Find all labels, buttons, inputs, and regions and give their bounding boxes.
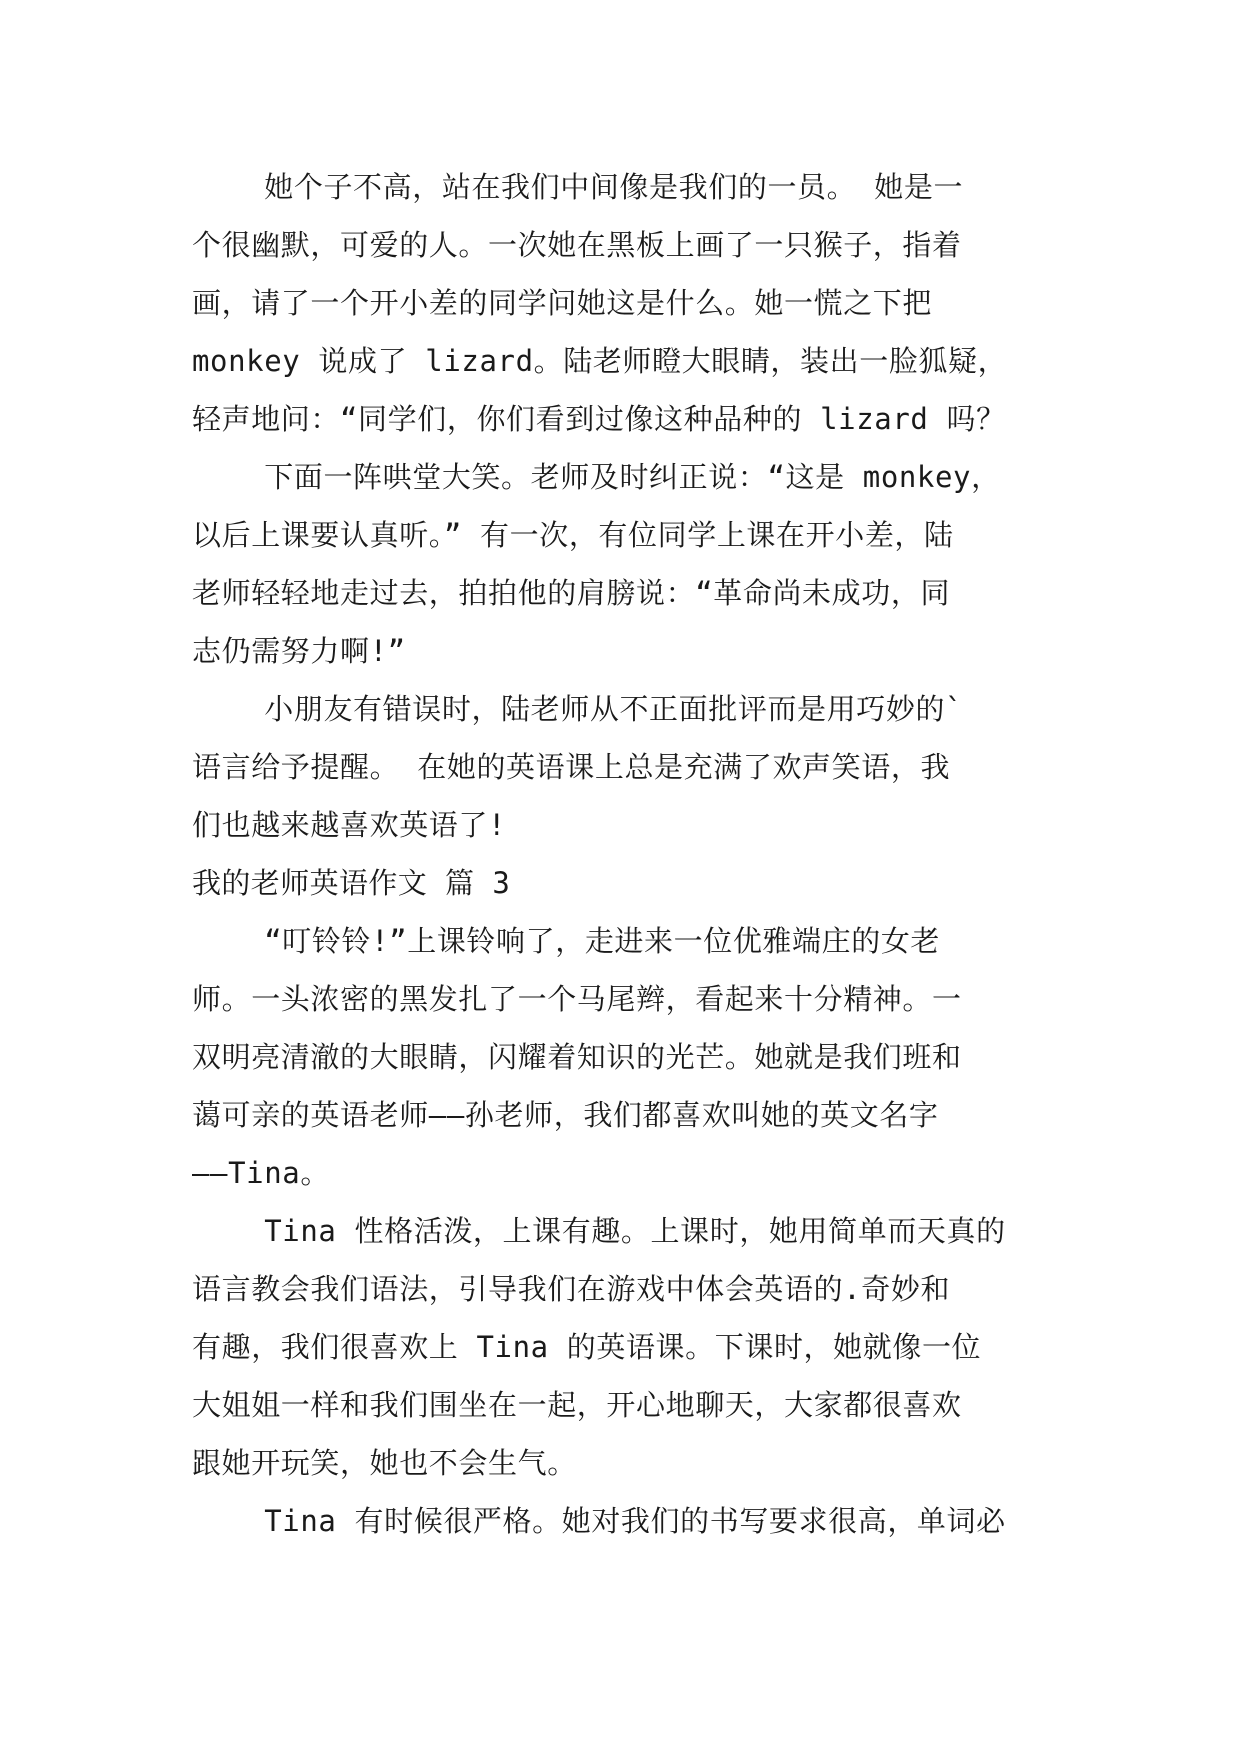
text-line: 个很幽默，可爱的人。一次她在黑板上画了一只猴子，指着 (192, 228, 962, 262)
text-line: 们也越来越喜欢英语了! (192, 808, 507, 842)
text-line: 双明亮清澈的大眼睛，闪耀着知识的光芒。她就是我们班和 (192, 1040, 962, 1074)
text-line: 语言教会我们语法，引导我们在游戏中体会英语的.奇妙和 (192, 1272, 951, 1306)
text-line: 蔼可亲的英语老师——孙老师，我们都喜欢叫她的英文名字 (192, 1098, 939, 1132)
text-line: 有趣，我们很喜欢上 Tina 的英语课。下课时，她就像一位 (192, 1330, 982, 1364)
text-line: 画，请了一个开小差的同学问她这是什么。她一慌之下把 (192, 286, 933, 320)
section-heading: 我的老师英语作文 篇 3 (192, 866, 511, 900)
text-line: 跟她开玩笑，她也不会生气。 (192, 1446, 577, 1480)
text-line: 老师轻轻地走过去，拍拍他的肩膀说：“革命尚未成功，同 (192, 576, 951, 610)
text-line: 志仍需努力啊!” (192, 634, 406, 668)
text-line: 大姐姐一样和我们围坐在一起，开心地聊天，大家都很喜欢 (192, 1388, 962, 1422)
text-line: 下面一阵哄堂大笑。老师及时纠正说：“这是 monkey， (192, 460, 1001, 494)
text-line: 她个子不高，站在我们中间像是我们的一员。 她是一 (192, 170, 964, 204)
text-line: monkey 说成了 lizard。陆老师瞪大眼睛，装出一脸狐疑， (192, 344, 1008, 378)
text-line: “叮铃铃!”上课铃响了，走进来一位优雅端庄的女老 (192, 924, 941, 958)
text-line: 轻声地问：“同学们，你们看到过像这种品种的 lizard 吗？ (192, 402, 1006, 436)
text-line: Tina 性格活泼，上课有趣。上课时，她用简单而天真的 (192, 1214, 1006, 1248)
text-line: 师。一头浓密的黑发扎了一个马尾辫，看起来十分精神。一 (192, 982, 962, 1016)
text-line: ——Tina。 (192, 1156, 330, 1190)
document-body (192, 158, 1054, 1550)
text-line: 小朋友有错误时，陆老师从不正面批评而是用巧妙的` (192, 692, 964, 726)
text-line: 以后上课要认真听。” 有一次，有位同学上课在开小差，陆 (192, 518, 954, 552)
text-line: Tina 有时候很严格。她对我们的书写要求很高，单词必 (192, 1504, 1006, 1538)
text-line: 语言给予提醒。 在她的英语课上总是充满了欢声笑语，我 (192, 750, 951, 784)
